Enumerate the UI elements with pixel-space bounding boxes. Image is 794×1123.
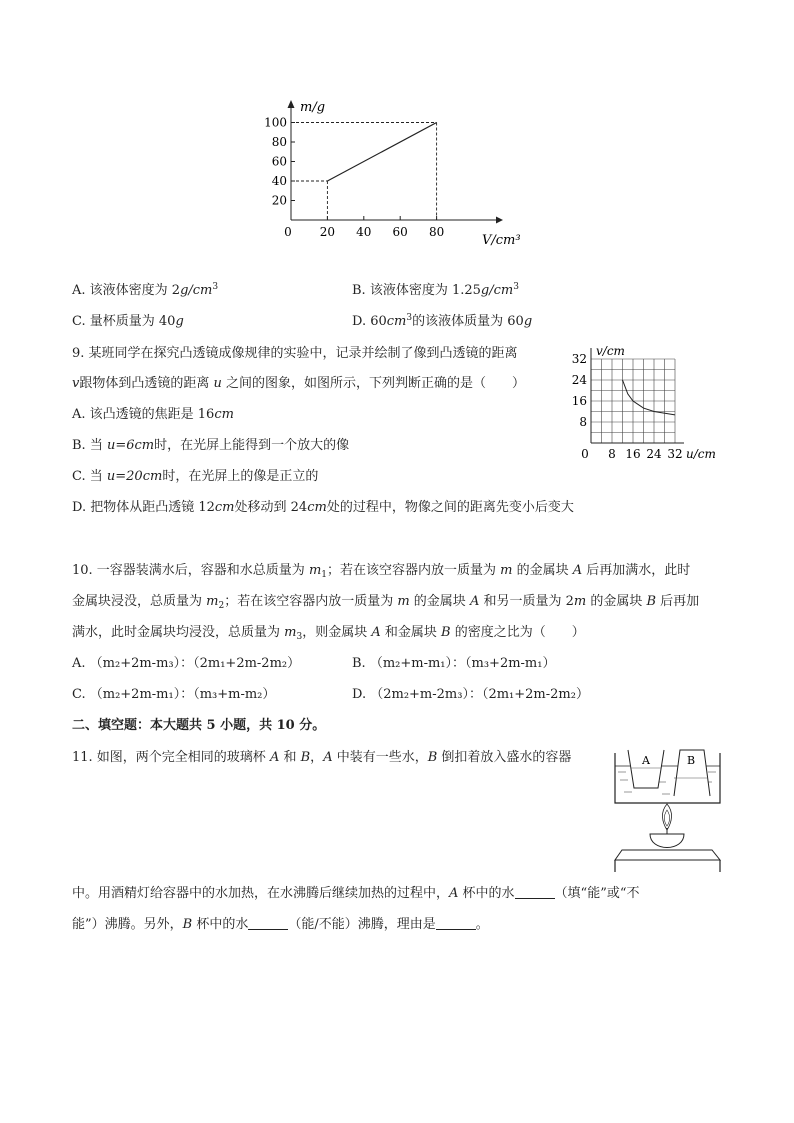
y-tick-label: 24 — [571, 373, 587, 387]
x-tick-label: 80 — [428, 225, 445, 239]
x-tick-label: 60 — [392, 225, 408, 239]
q10-option-a: A. （m₂+2m-m₃）：（2m₁+2m-2m₂） — [72, 656, 301, 671]
data-line — [327, 123, 436, 182]
x-tick-label: 16 — [625, 447, 641, 461]
boiling-cups-apparatus-figure — [612, 748, 727, 878]
q9-option-b: B. 当 u=6cm时，在光屏上能得到一个放大的像 — [72, 438, 350, 453]
x-tick-label: 8 — [608, 447, 616, 461]
y-tick-label: 100 — [264, 115, 287, 130]
q10-option-b: B. （m₂+m-m₁）：（m₃+2m-m₁） — [352, 656, 556, 671]
q11-stem-line1: 11. 如图，两个完全相同的玻璃杯 A 和 B，A 中装有一些水，B 倒扣着放入盛水的容器 — [72, 750, 572, 765]
x-axis-arrow — [496, 217, 503, 224]
q10-stem-line1: 10. 一容器装满水后，容器和水总质量为 $m_1$；若在该空容器内放一质量为 m 的金属块 A 后再加满水，此时 — [72, 563, 691, 580]
q8-option-d: D. $60cm^3$的该液体质量为 60g — [352, 313, 533, 329]
q10-option-d: D. （2m₂+m-2m₃）：（2m₁+2m-2m₂） — [352, 687, 589, 702]
x-axis-label: V/cm³ — [482, 233, 521, 248]
cup-a-label: A — [642, 754, 650, 767]
lens-image-distance-chart — [560, 340, 730, 465]
x-tick-label: 32 — [667, 447, 683, 461]
q10-stem-line2: 金属块浸没，总质量为 $m_2$；若在该空容器内放一质量为 m 的金属块 A 和另一质量为 2m 的金属块 B 后再加 — [72, 594, 700, 611]
y-tick-label: 16 — [571, 394, 587, 408]
answer-blank-3[interactable] — [436, 917, 476, 930]
y-tick-label: 20 — [271, 193, 287, 208]
q11-stem-line2: 中。用酒精灯给容器中的水加热，在水沸腾后继续加热的过程中，A 杯中的水 （填“能”或“不 — [72, 886, 640, 901]
x-tick-label: 0 — [581, 447, 589, 461]
mass-volume-chart — [260, 92, 540, 252]
answer-blank-1[interactable] — [515, 886, 555, 899]
y-axis-arrow — [288, 100, 295, 108]
y-tick-label: 40 — [271, 174, 287, 188]
x-tick-label: 20 — [319, 225, 336, 239]
q8-option-a: A. 该液体密度为 $2g/cm^3$ — [72, 282, 219, 298]
x-tick-label: 0 — [284, 225, 292, 239]
q9-option-c: C. 当 u=20cm时，在光屏上的像是正立的 — [72, 469, 319, 484]
answer-blank-2[interactable] — [248, 917, 288, 930]
q8-option-c: C. 量杯质量为 40g — [72, 314, 184, 329]
y-axis-label: v/cm — [596, 344, 625, 358]
q9-option-d: D. 把物体从距凸透镜 12cm处移动到 24cm处的过程中，物像之间的距离先变小后变大 — [72, 500, 574, 515]
y-tick-label: 60 — [271, 154, 287, 169]
x-axis-label: u/cm — [686, 447, 716, 461]
q9-option-a: A. 该凸透镜的焦距是 16cm — [72, 407, 234, 422]
cup-b-label: B — [687, 754, 696, 767]
q10-option-c: C. （m₂+2m-m₁）：（m₃+m-m₂） — [72, 687, 276, 702]
q8-option-b: B. 该液体密度为 $1.25g/cm^3$ — [352, 282, 519, 298]
data-curve — [623, 380, 676, 415]
y-tick-label: 80 — [271, 135, 287, 149]
q9-stem-line2: v跟物体到凸透镜的距离 u 之间的图象，如图所示，下列判断正确的是（ ） — [72, 376, 526, 391]
x-tick-label: 24 — [646, 447, 662, 461]
x-tick-label: 40 — [356, 225, 372, 239]
y-tick-label: 32 — [571, 352, 587, 366]
q11-stem-line3: 能”）沸腾。另外，B 杯中的水 （能/不能）沸腾，理由是 。 — [72, 917, 489, 932]
y-tick-label: 8 — [579, 415, 587, 429]
section-heading-fill-blank: 二、填空题：本大题共 5 小题，共 10 分。 — [72, 718, 326, 733]
q9-stem-line1: 9. 某班同学在探究凸透镜成像规律的实验中，记录并绘制了像到凸透镜的距离 — [72, 346, 518, 361]
q10-stem-line3: 满水，此时金属块均浸没，总质量为 $m_3$，则金属块 A 和金属块 B 的密度之比为（ ） — [72, 625, 585, 642]
y-axis-label: m/g — [300, 100, 326, 115]
